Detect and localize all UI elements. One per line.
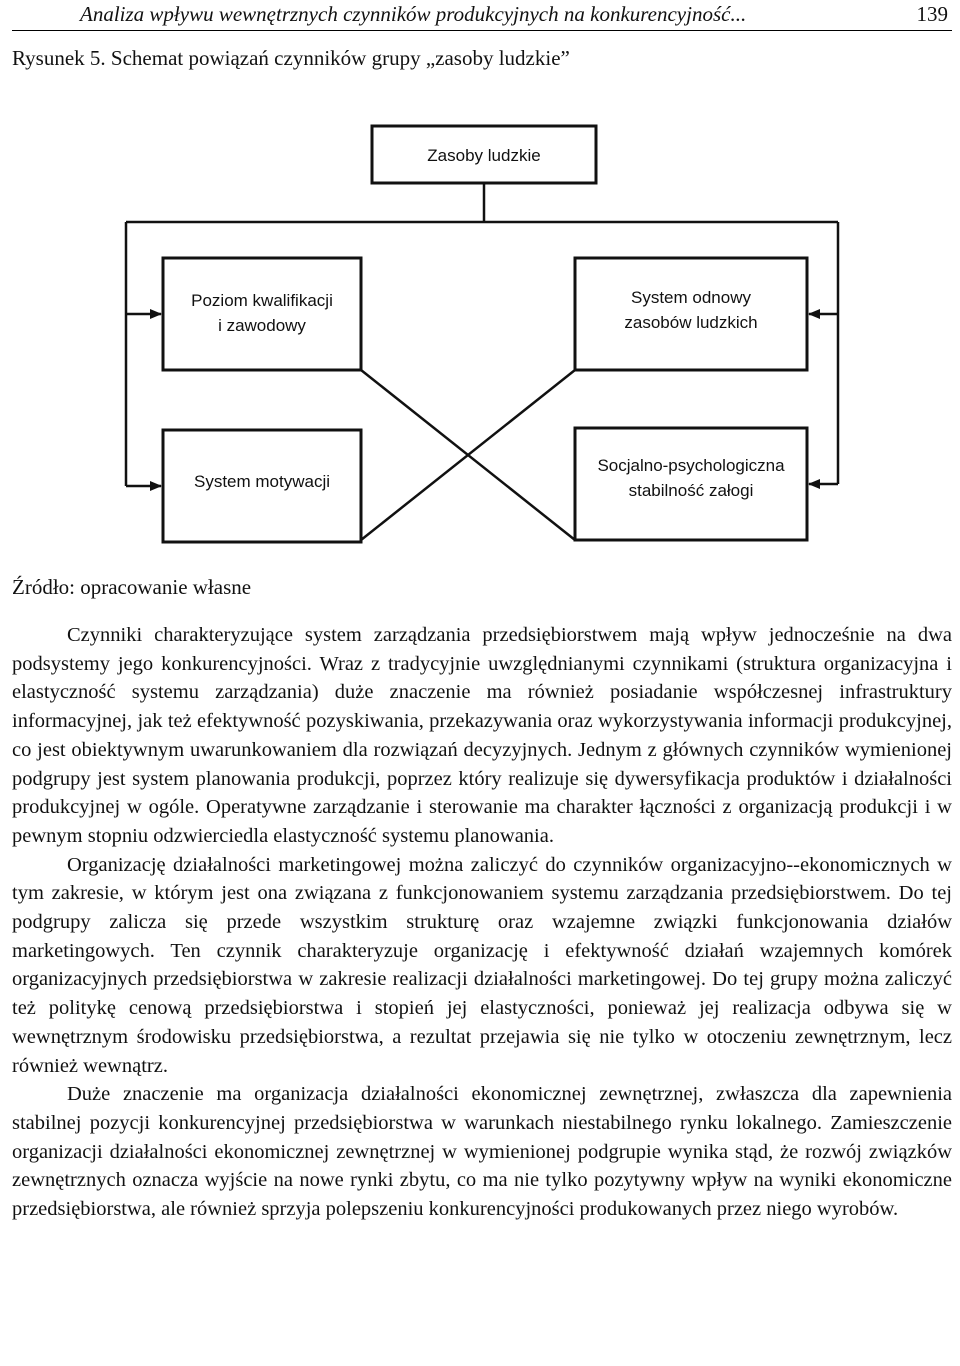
node-label-mid-left-2: i zawodowy — [218, 316, 306, 335]
page-number: 139 — [916, 2, 948, 26]
node-label-mid-right-2: zasobów ludzkich — [624, 313, 758, 332]
node-label-mid-right-1: System odnowy — [631, 288, 751, 307]
body-text — [12, 621, 952, 1224]
paragraph: Duże znaczenie ma organizacja działalności ekonomicznej zewnętrznej, zwłaszcza dla zapewnienia stabilnej pozycji konkurencyjnej przedsiębiorstwa w warunkach niestabilnego rynku lokalnego. Zamieszczenie organizacji działalności ekonomicznej zewnętrznej w wymienionej podgrupie wynika stąd, że rozwój związków zewnętrznych oznacza wyjście na nowe rynki zbytu, co ma nie tylko pozytywny wpływ na wyniki ekonomiczne przedsiębiorstwa, ale również sprzyja polepszeniu konkurencyjności produkowanych przez niego wyrobów. — [12, 1083, 952, 1221]
figure-source: Źródło: opracowanie własne — [12, 575, 252, 599]
node-label-bottom-right-2: stabilność załogi — [628, 481, 754, 500]
paragraph: Organizację działalności marketingowej można zaliczyć do czynników organizacyjno--ekonomicznych w tym zakresie, w którym jest ona związana z funkcjonowaniem systemu zarządzania przedsiębiorstwem. Do tej podgrupy zalicza się przede wszystkim strukturę oraz wzajemne związki funkcjonowania działów marketingowych. Ten czynnik charakteryzuje organizację i efektywność działań wzajemnych komórek organizacyjnych przedsiębiorstwa w zakresie realizacji działalności marketingowej. Do tej grupy można zaliczyć też politykę cenową przedsiębiorstwa i stopień jej elastyczności, ponieważ jej realizacja odbywa się w wewnętrznym środowisku przedsiębiorstwa, a rezultat przejawia się nie tylko w otoczeniu zewnętrznym, lecz również wewnątrz. — [12, 853, 952, 1077]
node-label-bottom-right-1: Socjalno-psychologiczna — [597, 456, 785, 475]
node-box-mid-left — [163, 258, 361, 370]
paragraph: Czynniki charakteryzujące system zarządzania przedsiębiorstwem mają wpływ jednocześnie na dwa podsystemy jego konkurencyjności. Wraz z tradycyjnie uwzględnianymi czynnikami (struktura organizacyjna i elastyczność systemu zarządzania) duże znaczenie ma również posiadanie współczesnej infrastruktury informacyjnej, jak też efektywność pozyskiwania, przekazywania oraz wykorzystywania informacji produkcyjnej, co jest obiektywnym uwarunkowaniem dla rozwiązań decyzyjnych. Jednym z głównych czynników wymienionej podgrupy jest system planowania produkcji, poprzez który realizuje się dywersyfikacja produktów i działalności produkcyjnej w ogóle. Operatywne zarządzanie i sterowanie ma charakter łączności z organizacją produkcji i w pewnym stopniu odzwierciedla elastyczność systemu planowania. — [12, 624, 952, 847]
running-header — [12, 0, 952, 31]
running-title: Analiza wpływu wewnętrznych czynników produkcyjnych na konkurencyjność... — [80, 2, 747, 26]
node-label-bottom-left: System motywacji — [193, 472, 331, 491]
node-label-top: Zasoby ludzkie — [427, 146, 541, 165]
human-resources-diagram — [100, 118, 840, 553]
figure-caption: Rysunek 5. Schemat powiązań czynników grupy „zasoby ludzkie” — [12, 46, 570, 70]
node-label-mid-left-1: Poziom kwalifikacji — [191, 291, 333, 310]
